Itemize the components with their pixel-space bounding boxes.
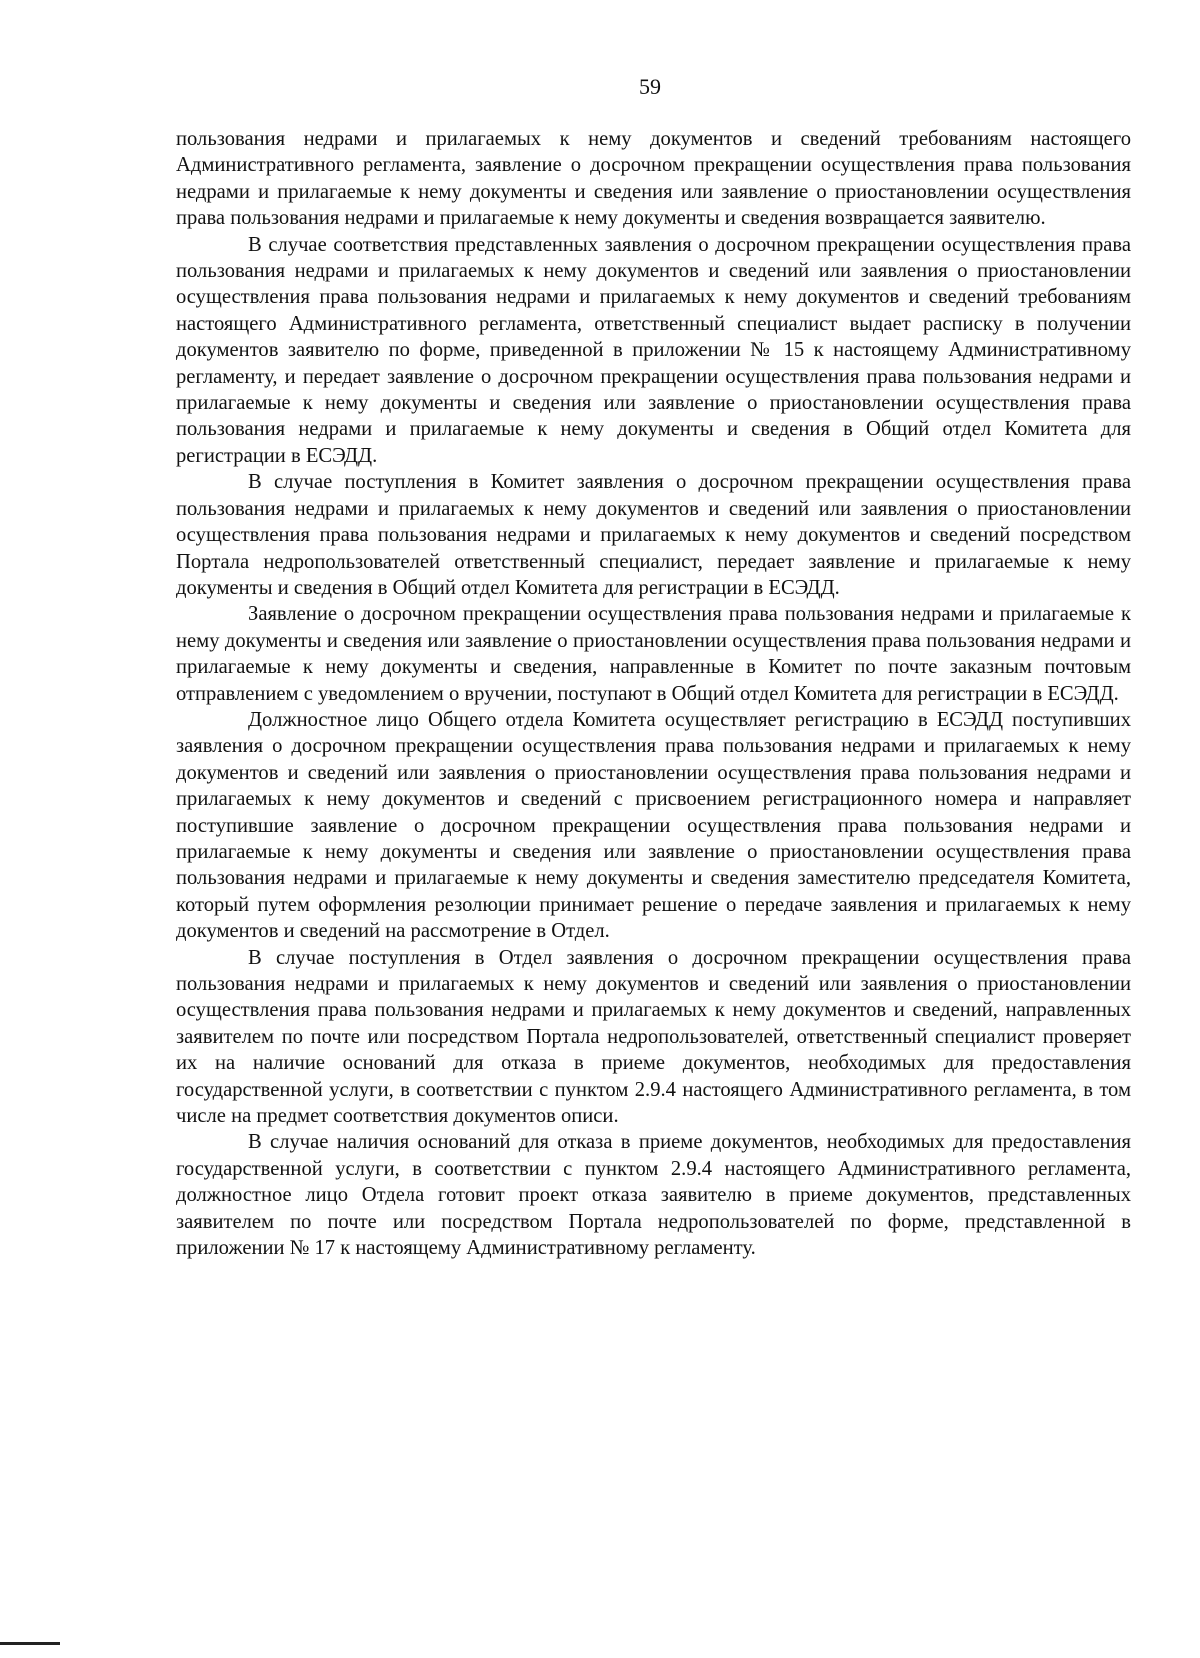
paragraph: Заявление о досрочном прекращении осуществления права пользования недрами и прилагаемые к нему документы и сведения или заявление о приостановлении осуществления права пользования недрами и прилагаемые к нему документы и сведения, направленные в Комитет по почте заказным почтовым отправлением с уведомлением о вручении, поступают в Общий отдел Комитета для регистрации в ЕСЭДД.: [176, 603, 1131, 705]
page-number: 59: [639, 74, 661, 99]
paragraph: В случае наличия оснований для отказа в приеме документов, необходимых для предоставления государственной услуги, в соответствии с пунктом 2.9.4 настоящего Административного регламента, должностное лицо Отдела готовит проект отказа заявителю в приеме документов, представленных заявителем по почте или посредством Портала недропользователей по форме, представленной в приложении № 17 к настоящему Административному регламенту.: [176, 1131, 1131, 1260]
paragraph: В случае поступления в Комитет заявления о досрочном прекращении осуществления права пользования недрами и прилагаемых к нему документов и сведений или заявления о приостановлении осуществления права пользования недрами и прилагаемых к нему документов и сведений посредством Портала недропользователей ответственный специалист, передает заявление и прилагаемые к нему документы и сведения в Общий отдел Комитета для регистрации в ЕСЭДД.: [176, 471, 1131, 599]
paragraph-continuation: пользования недрами и прилагаемых к нему документов и сведений требованиям настоящего Административного регламента, заявление о досрочном прекращении осуществления права пользования недрами и прилагаемые к нему документы и сведения или заявление о приостановлении осуществления права пользования недрами и прилагаемые к нему документы и сведения возвращается заявителю.: [176, 128, 1131, 230]
scan-edge-rule: [0, 1642, 60, 1645]
paragraph: Должностное лицо Общего отдела Комитета осуществляет регистрацию в ЕСЭДД поступивших заявления о досрочном прекращении осуществления права пользования недрами и прилагаемых к нему документов и сведений или заявления о приостановлении осуществления права пользования недрами и прилагаемых к нему документов и сведений с присвоением регистрационного номера и направляет поступившие заявление о досрочном прекращении осуществления права пользования недрами и прилагаемые к нему документы и сведения или заявление о приостановлении осуществления права пользования недрами и прилагаемые к нему документы и сведения заместителю председателя Комитета, который путем оформления резолюции принимает решение о передаче заявления и прилагаемых к нему документов и сведений на рассмотрение в Отдел.: [176, 708, 1131, 943]
body-text: [176, 126, 1131, 1261]
paragraph: В случае соответствия представленных заявления о досрочном прекращении осуществления права пользования недрами и прилагаемых к нему документов и сведений или заявления о приостановлении осуществления права пользования недрами и прилагаемых к нему документов и сведений требованиям настоящего Административного регламента, ответственный специалист выдает расписку в получении документов заявителю по форме, приведенной в приложении № 15 к настоящему Административному регламенту, и передает заявление о досрочном прекращении осуществления права пользования недрами и прилагаемые к нему документы и сведения или заявление о приостановлении осуществления права пользования недрами и прилагаемые к нему документы и сведения в Общий отдел Комитета для регистрации в ЕСЭДД.: [176, 233, 1131, 467]
paragraph: В случае поступления в Отдел заявления о досрочном прекращении осуществления права пользования недрами и прилагаемых к нему документов и сведений или заявления о приостановлении осуществления права пользования недрами и прилагаемых к нему документов и сведений, направленных заявителем по почте или посредством Портала недропользователей, ответственный специалист проверяет их на наличие оснований для отказа в приеме документов, необходимых для предоставления государственной услуги, в соответствии с пунктом 2.9.4 настоящего Административного регламента, в том числе на предмет соответствия документов описи.: [176, 946, 1131, 1128]
